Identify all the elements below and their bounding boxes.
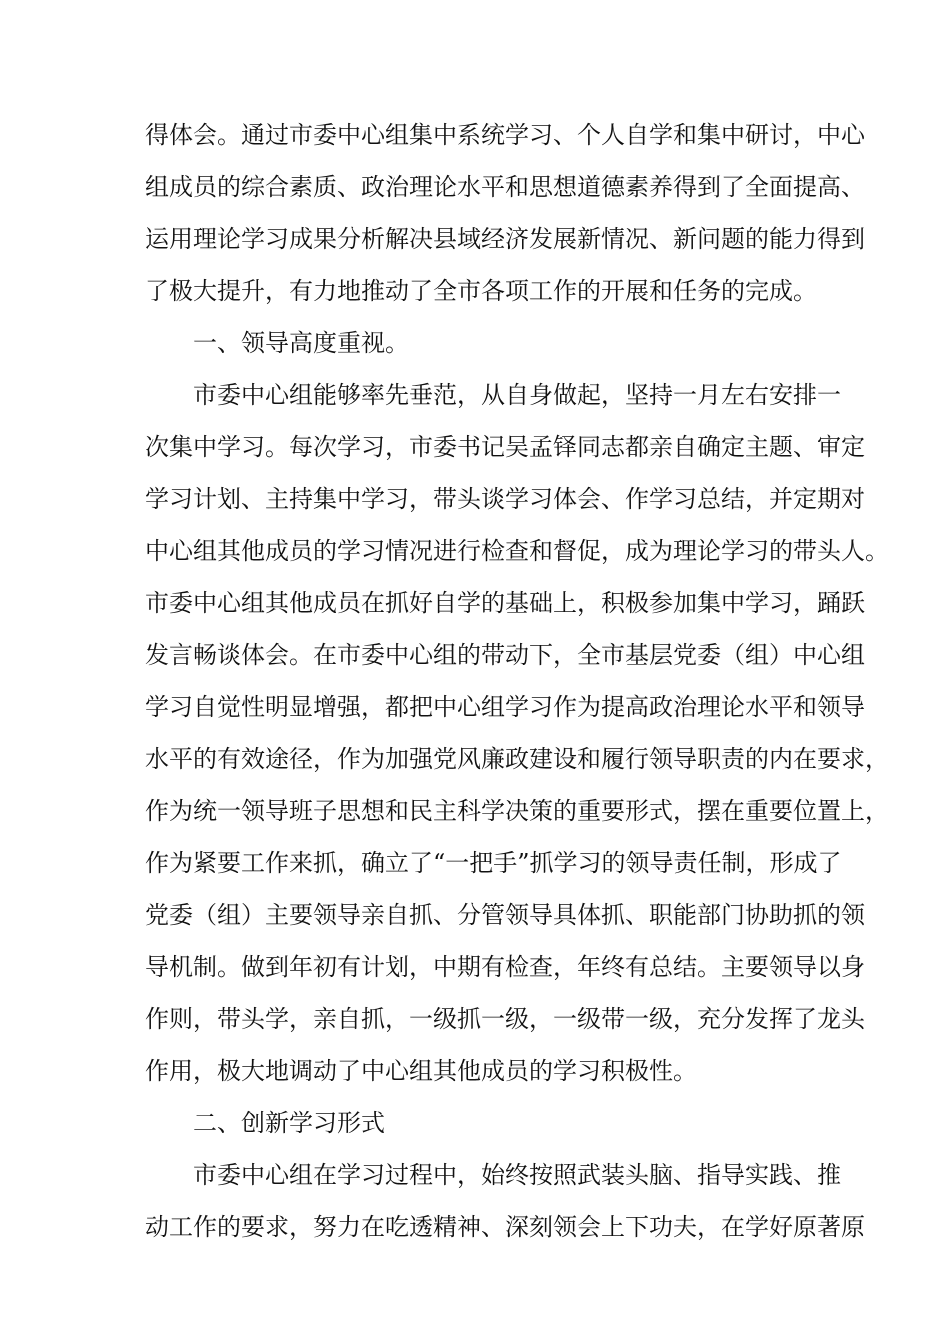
text-line-7: 次集中学习。每次学习，市委书记吴孟铎同志都亲自确定主题、审定	[145, 433, 865, 461]
text-line-10: 市委中心组其他成员在抓好自学的基础上，积极参加集中学习，踊跃	[145, 589, 865, 617]
text-line-19: 作用，极大地调动了中心组其他成员的学习积极性。	[145, 1057, 697, 1085]
text-line-16: 党委（组）主要领导亲自抓、分管领导具体抓、职能部门协助抓的领	[145, 901, 865, 929]
section-heading-1: 一、领导高度重视。	[193, 329, 409, 357]
text-line-2: 组成员的综合素质、政治理论水平和思想道德素养得到了全面提高、	[145, 173, 865, 201]
text-line-8: 学习计划、主持集中学习，带头谈学习体会、作学习总结，并定期对	[145, 485, 865, 513]
text-line-11: 发言畅谈体会。在市委中心组的带动下，全市基层党委（组）中心组	[145, 641, 865, 669]
text-line-9: 中心组其他成员的学习情况进行检查和督促，成为理论学习的带头人。	[145, 537, 889, 565]
text-line-4: 了极大提升，有力地推动了全市各项工作的开展和任务的完成。	[145, 277, 817, 305]
text-line-12: 学习自觉性明显增强，都把中心组学习作为提高政治理论水平和领导	[145, 693, 865, 721]
text-line-1: 得体会。通过市委中心组集中系统学习、个人自学和集中研讨，中心	[145, 121, 865, 149]
text-line-13: 水平的有效途径，作为加强党风廉政建设和履行领导职责的内在要求，	[145, 745, 889, 773]
section-heading-2: 二、创新学习形式	[193, 1109, 385, 1137]
text-line-21: 市委中心组在学习过程中，始终按照武装头脑、指导实践、推	[193, 1161, 841, 1189]
text-line-18: 作则，带头学，亲自抓，一级抓一级，一级带一级，充分发挥了龙头	[145, 1005, 865, 1033]
text-line-3: 运用理论学习成果分析解决县域经济发展新情况、新问题的能力得到	[145, 225, 865, 253]
text-line-22: 动工作的要求，努力在吃透精神、深刻领会上下功夫，在学好原著原	[145, 1213, 865, 1241]
text-line-17: 导机制。做到年初有计划，中期有检查，年终有总结。主要领导以身	[145, 953, 865, 981]
text-line-6: 市委中心组能够率先垂范，从自身做起，坚持一月左右安排一	[193, 381, 841, 409]
text-line-14: 作为统一领导班子思想和民主科学决策的重要形式，摆在重要位置上，	[145, 797, 889, 825]
text-line-15: 作为紧要工作来抓，确立了“一把手”抓学习的领导责任制，形成了	[145, 849, 842, 877]
